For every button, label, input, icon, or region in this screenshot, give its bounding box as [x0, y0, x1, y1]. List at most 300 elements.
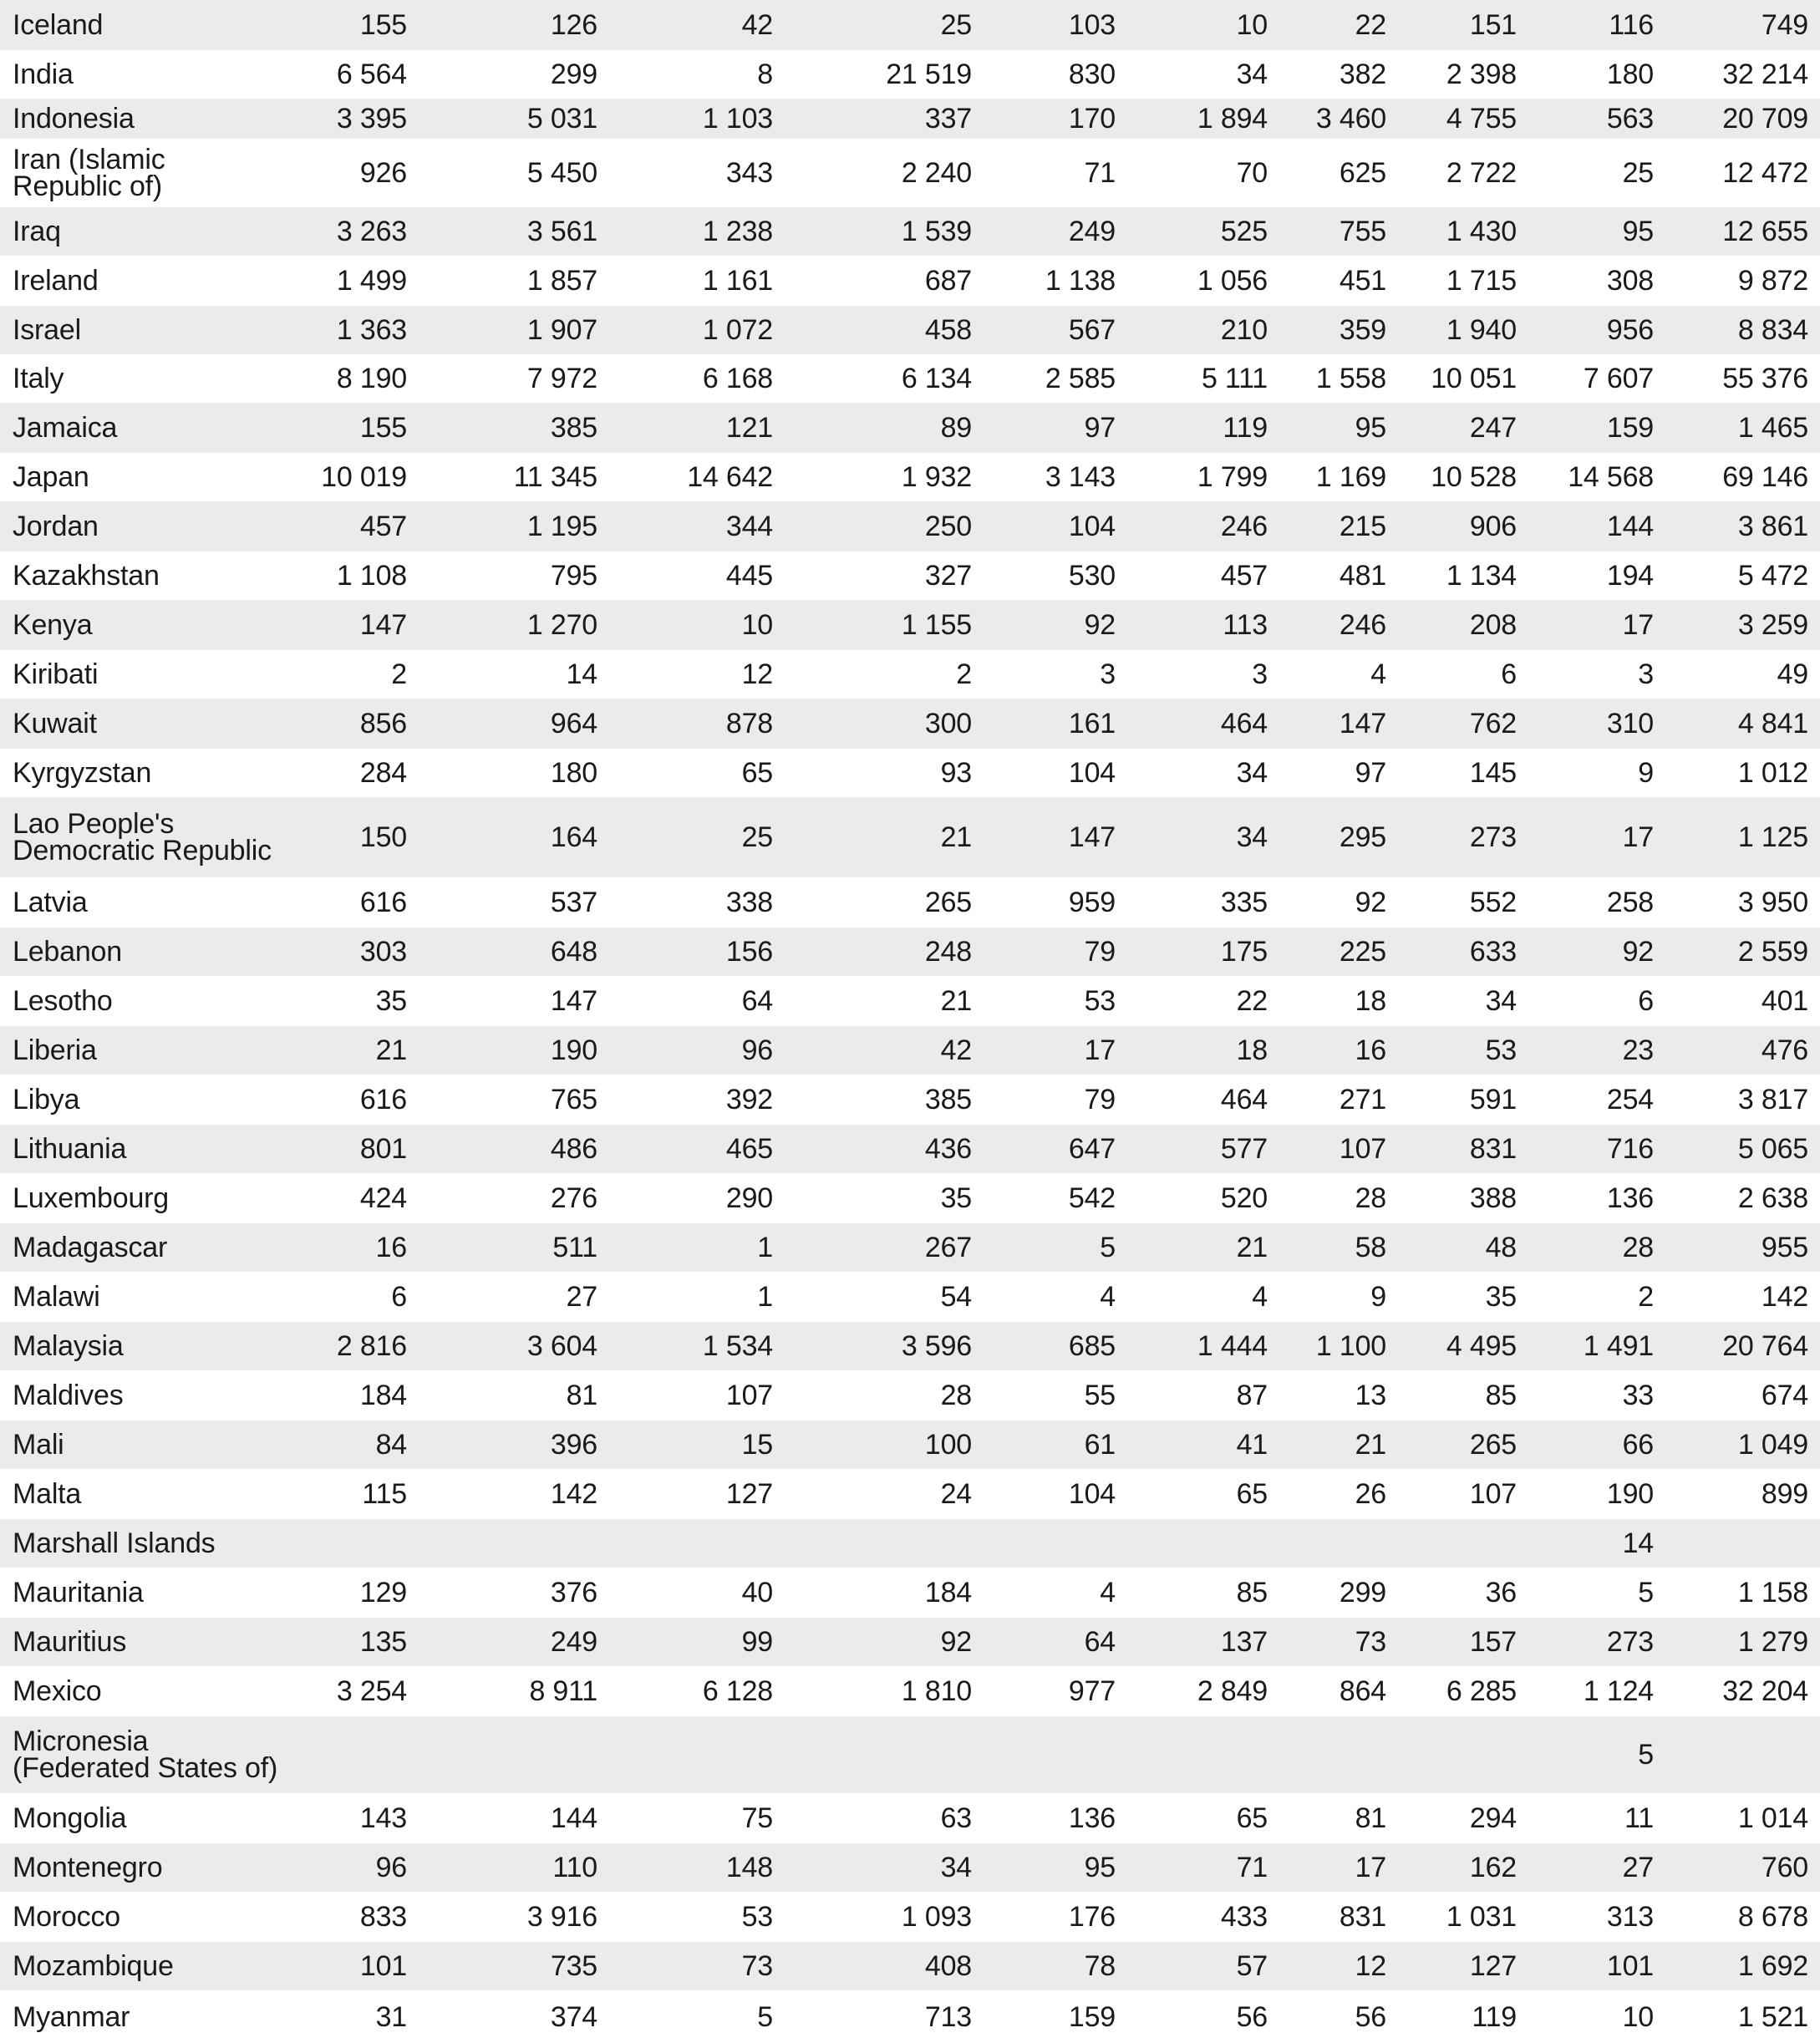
- value-cell: 1 857: [526, 265, 597, 297]
- value-cell: 3 596: [901, 1330, 972, 1362]
- value-cell: 760: [1761, 1852, 1808, 1883]
- country-name: Lebanon: [13, 936, 122, 968]
- value-cell: 119: [1223, 412, 1268, 444]
- value-cell: 520: [1220, 1182, 1268, 1214]
- value-cell: 16: [375, 1232, 407, 1263]
- value-cell: 92: [940, 1626, 972, 1658]
- table-row: [0, 1618, 1820, 1666]
- table-row: [0, 354, 1820, 403]
- value-cell: 6 285: [1446, 1675, 1517, 1707]
- value-cell: 84: [375, 1429, 407, 1461]
- value-cell: 22: [1355, 9, 1386, 41]
- value-cell: 12 472: [1722, 157, 1808, 189]
- value-cell: 552: [1469, 887, 1517, 918]
- value-cell: 190: [550, 1034, 597, 1066]
- value-cell: 66: [1622, 1429, 1654, 1461]
- value-cell: 3 817: [1737, 1084, 1808, 1116]
- value-cell: 20 764: [1722, 1330, 1808, 1362]
- value-cell: 10 051: [1431, 363, 1517, 394]
- value-cell: 273: [1606, 1626, 1654, 1658]
- value-cell: 2 585: [1045, 363, 1116, 394]
- value-cell: 16: [1355, 1034, 1386, 1066]
- value-cell: 31: [375, 2000, 407, 2033]
- value-cell: 5 111: [1201, 363, 1268, 394]
- value-cell: 616: [359, 887, 407, 918]
- value-cell: 338: [725, 887, 773, 918]
- country-name: Mozambique: [13, 1950, 174, 1982]
- value-cell: 34: [1236, 757, 1268, 789]
- table-row: [0, 650, 1820, 699]
- table-row: [0, 1370, 1820, 1420]
- country-name: Lao People's Democratic Republic: [13, 808, 272, 866]
- value-cell: 143: [359, 1802, 407, 1834]
- value-cell: 537: [550, 887, 597, 918]
- value-cell: 71: [1236, 1852, 1268, 1883]
- value-cell: 374: [550, 2000, 597, 2033]
- value-cell: 299: [550, 58, 597, 90]
- country-name: Malaysia: [13, 1330, 124, 1362]
- table-row: [0, 1125, 1820, 1173]
- value-cell: 382: [1339, 58, 1386, 90]
- value-cell: 248: [924, 936, 972, 968]
- value-cell: 457: [359, 511, 407, 542]
- value-cell: 959: [1068, 887, 1116, 918]
- value-cell: 95: [1355, 412, 1386, 444]
- value-cell: 49: [1777, 658, 1808, 690]
- value-cell: 6: [1638, 985, 1654, 1017]
- value-cell: 4: [1100, 1281, 1116, 1313]
- value-cell: 147: [359, 609, 407, 641]
- value-cell: 735: [550, 1950, 597, 1982]
- value-cell: 54: [940, 1281, 972, 1313]
- table-row: [0, 1942, 1820, 1990]
- value-cell: 408: [924, 1950, 972, 1982]
- value-cell: 8 678: [1737, 1901, 1808, 1933]
- value-cell: 3 460: [1315, 103, 1386, 135]
- value-cell: 2: [1638, 1281, 1654, 1313]
- value-cell: 577: [1220, 1133, 1268, 1165]
- value-cell: 194: [1606, 560, 1654, 592]
- value-cell: 53: [1084, 985, 1116, 1017]
- value-cell: 1 444: [1197, 1330, 1268, 1362]
- value-cell: 18: [1236, 1034, 1268, 1066]
- table-row: [0, 1519, 1820, 1568]
- value-cell: 4: [1370, 658, 1386, 690]
- value-cell: 1 100: [1315, 1330, 1386, 1362]
- value-cell: 34: [1236, 821, 1268, 853]
- value-cell: 458: [924, 314, 972, 346]
- value-cell: 308: [1606, 265, 1654, 297]
- value-cell: 104: [1068, 511, 1116, 542]
- value-cell: 24: [940, 1478, 972, 1510]
- value-cell: 831: [1339, 1901, 1386, 1933]
- value-cell: 5: [757, 2000, 773, 2033]
- value-cell: 3 259: [1737, 609, 1808, 641]
- value-cell: 6: [1501, 658, 1517, 690]
- value-cell: 247: [1469, 412, 1517, 444]
- value-cell: 755: [1339, 216, 1386, 247]
- value-cell: 249: [550, 1626, 597, 1658]
- value-cell: 13: [1355, 1380, 1386, 1411]
- value-cell: 964: [550, 708, 597, 739]
- value-cell: 33: [1622, 1380, 1654, 1411]
- value-cell: 36: [1485, 1577, 1517, 1608]
- value-cell: 906: [1469, 511, 1517, 542]
- value-cell: 28: [1355, 1182, 1386, 1214]
- value-cell: 21: [375, 1034, 407, 1066]
- value-cell: 110: [552, 1852, 597, 1883]
- value-cell: 22: [1236, 985, 1268, 1017]
- country-name: Mauritius: [13, 1626, 127, 1658]
- value-cell: 97: [1084, 412, 1116, 444]
- table-row: [0, 139, 1820, 207]
- value-cell: 2 816: [336, 1330, 407, 1362]
- value-cell: 175: [1220, 936, 1268, 968]
- value-cell: 96: [375, 1852, 407, 1883]
- value-cell: 35: [940, 1182, 972, 1214]
- value-cell: 616: [359, 1084, 407, 1116]
- table-row: [0, 749, 1820, 797]
- value-cell: 1 056: [1197, 265, 1268, 297]
- table-row: [0, 699, 1820, 749]
- value-cell: 3 561: [526, 216, 597, 247]
- value-cell: 249: [1068, 216, 1116, 247]
- value-cell: 9: [1370, 1281, 1386, 1313]
- table-row: [0, 1568, 1820, 1618]
- value-cell: 116: [1609, 9, 1654, 41]
- table-row: [0, 551, 1820, 600]
- country-name: Kuwait: [13, 708, 97, 739]
- value-cell: 95: [1622, 216, 1654, 247]
- value-cell: 147: [1339, 708, 1386, 739]
- country-name: Jordan: [13, 511, 99, 542]
- value-cell: 955: [1761, 1232, 1808, 1263]
- value-cell: 265: [1469, 1429, 1517, 1461]
- value-cell: 3 254: [336, 1675, 407, 1707]
- value-cell: 101: [359, 1950, 407, 1982]
- value-cell: 1 012: [1737, 757, 1808, 789]
- value-cell: 833: [359, 1901, 407, 1933]
- table-row: [0, 600, 1820, 650]
- table-row: [0, 453, 1820, 501]
- value-cell: 385: [924, 1084, 972, 1116]
- value-cell: 12: [741, 658, 773, 690]
- table-row: [0, 1716, 1820, 1793]
- value-cell: 176: [1068, 1901, 1116, 1933]
- country-name: Iceland: [13, 9, 104, 41]
- value-cell: 294: [1469, 1802, 1517, 1834]
- value-cell: 687: [924, 265, 972, 297]
- country-name: Latvia: [13, 887, 88, 918]
- value-cell: 542: [1068, 1182, 1116, 1214]
- value-cell: 5 065: [1737, 1133, 1808, 1165]
- value-cell: 35: [375, 985, 407, 1017]
- value-cell: 273: [1469, 821, 1517, 853]
- value-cell: 126: [550, 9, 597, 41]
- value-cell: 831: [1469, 1133, 1517, 1165]
- value-cell: 162: [1469, 1852, 1517, 1883]
- value-cell: 96: [741, 1034, 773, 1066]
- value-cell: 4: [1252, 1281, 1268, 1313]
- value-cell: 648: [550, 936, 597, 968]
- value-cell: 303: [359, 936, 407, 968]
- value-cell: 1 031: [1446, 1901, 1517, 1933]
- value-cell: 63: [940, 1802, 972, 1834]
- value-cell: 1 270: [526, 609, 597, 641]
- value-cell: 300: [924, 708, 972, 739]
- value-cell: 313: [1606, 1901, 1654, 1933]
- value-cell: 42: [940, 1034, 972, 1066]
- value-cell: 3 263: [336, 216, 407, 247]
- value-cell: 290: [725, 1182, 773, 1214]
- table-row: [0, 403, 1820, 453]
- value-cell: 57: [1236, 1950, 1268, 1982]
- value-cell: 801: [359, 1133, 407, 1165]
- value-cell: 85: [1236, 1577, 1268, 1608]
- value-cell: 1 169: [1315, 461, 1386, 493]
- value-cell: 121: [725, 412, 773, 444]
- value-cell: 9 872: [1737, 265, 1808, 297]
- value-cell: 92: [1355, 887, 1386, 918]
- value-cell: 21: [940, 821, 972, 853]
- value-cell: 2 849: [1197, 1675, 1268, 1707]
- value-cell: 151: [1469, 9, 1517, 41]
- value-cell: 464: [1220, 1084, 1268, 1116]
- value-cell: 10: [741, 609, 773, 641]
- value-cell: 864: [1339, 1675, 1386, 1707]
- value-cell: 3: [1252, 658, 1268, 690]
- value-cell: 147: [550, 985, 597, 1017]
- value-cell: 1 124: [1583, 1675, 1654, 1707]
- value-cell: 625: [1339, 157, 1386, 189]
- country-name: Iran (Islamic Republic of): [13, 144, 165, 202]
- country-name: Mauritania: [13, 1577, 144, 1608]
- table-row: [0, 1793, 1820, 1843]
- country-name: Liberia: [13, 1034, 97, 1066]
- value-cell: 1 014: [1737, 1802, 1808, 1834]
- value-cell: 1 072: [702, 314, 773, 346]
- value-cell: 95: [1084, 1852, 1116, 1883]
- value-cell: 436: [924, 1133, 972, 1165]
- value-cell: 267: [924, 1232, 972, 1263]
- value-cell: 113: [1223, 609, 1268, 641]
- country-name: Marshall Islands: [13, 1527, 216, 1559]
- value-cell: 136: [1068, 1802, 1116, 1834]
- value-cell: 1 093: [901, 1901, 972, 1933]
- value-cell: 100: [924, 1429, 972, 1461]
- value-cell: 567: [1068, 314, 1116, 346]
- value-cell: 674: [1761, 1380, 1808, 1411]
- value-cell: 327: [924, 560, 972, 592]
- value-cell: 61: [1084, 1429, 1116, 1461]
- value-cell: 27: [566, 1281, 597, 1313]
- value-cell: 14 568: [1568, 461, 1654, 493]
- value-cell: 1 558: [1315, 363, 1386, 394]
- country-name: Micronesia (Federated States of): [13, 1725, 278, 1784]
- value-cell: 101: [1606, 1950, 1654, 1982]
- value-cell: 65: [741, 757, 773, 789]
- value-cell: 1 195: [526, 511, 597, 542]
- value-cell: 21: [940, 985, 972, 1017]
- value-cell: 6 168: [702, 363, 773, 394]
- value-cell: 424: [359, 1182, 407, 1214]
- value-cell: 136: [1606, 1182, 1654, 1214]
- country-name: Kazakhstan: [13, 560, 160, 592]
- value-cell: 1 049: [1737, 1429, 1808, 1461]
- value-cell: 78: [1084, 1950, 1116, 1982]
- country-name: India: [13, 58, 74, 90]
- value-cell: 93: [940, 757, 972, 789]
- value-cell: 11: [1624, 1802, 1654, 1834]
- value-cell: 104: [1068, 1478, 1116, 1510]
- value-cell: 17: [1622, 609, 1654, 641]
- value-cell: 344: [725, 511, 773, 542]
- value-cell: 1 715: [1446, 265, 1517, 297]
- value-cell: 89: [940, 412, 972, 444]
- value-cell: 34: [1236, 58, 1268, 90]
- value-cell: 58: [1355, 1232, 1386, 1263]
- value-cell: 359: [1339, 314, 1386, 346]
- value-cell: 6: [391, 1281, 407, 1313]
- value-cell: 64: [1084, 1626, 1116, 1658]
- value-cell: 103: [1068, 9, 1116, 41]
- country-name: Libya: [13, 1084, 80, 1116]
- value-cell: 7 607: [1583, 363, 1654, 394]
- value-cell: 1 539: [901, 216, 972, 247]
- value-cell: 299: [1339, 1577, 1386, 1608]
- value-cell: 3: [1638, 658, 1654, 690]
- value-cell: 127: [1469, 1950, 1517, 1982]
- value-cell: 2 398: [1446, 58, 1517, 90]
- value-cell: 1 932: [901, 461, 972, 493]
- country-name: Italy: [13, 363, 64, 394]
- value-cell: 42: [741, 9, 773, 41]
- value-cell: 1: [757, 1281, 773, 1313]
- value-cell: 48: [1485, 1232, 1517, 1263]
- value-cell: 17: [1355, 1852, 1386, 1883]
- value-cell: 159: [1606, 412, 1654, 444]
- value-cell: 73: [741, 1950, 773, 1982]
- table-row: [0, 877, 1820, 927]
- country-name: Madagascar: [13, 1232, 168, 1263]
- value-cell: 164: [550, 821, 597, 853]
- value-cell: 295: [1339, 821, 1386, 853]
- country-name: Maldives: [13, 1380, 124, 1411]
- value-cell: 180: [550, 757, 597, 789]
- value-cell: 18: [1355, 985, 1386, 1017]
- value-cell: 3 604: [526, 1330, 597, 1362]
- value-cell: 1 238: [702, 216, 773, 247]
- table-row: [0, 1420, 1820, 1469]
- value-cell: 856: [359, 708, 407, 739]
- value-cell: 145: [1469, 757, 1517, 789]
- value-cell: 40: [741, 1577, 773, 1608]
- value-cell: 445: [725, 560, 773, 592]
- value-cell: 2 240: [901, 157, 972, 189]
- value-cell: 53: [741, 1901, 773, 1933]
- value-cell: 69 146: [1722, 461, 1808, 493]
- value-cell: 1 108: [336, 560, 407, 592]
- value-cell: 762: [1469, 708, 1517, 739]
- value-cell: 92: [1622, 936, 1654, 968]
- value-cell: 1 907: [526, 314, 597, 346]
- value-cell: 21: [1236, 1232, 1268, 1263]
- table-row: [0, 927, 1820, 976]
- value-cell: 14: [566, 658, 597, 690]
- table-row: [0, 1173, 1820, 1223]
- value-cell: 392: [725, 1084, 773, 1116]
- value-cell: 8 834: [1737, 314, 1808, 346]
- value-cell: 310: [1606, 708, 1654, 739]
- value-cell: 713: [924, 2000, 972, 2033]
- value-cell: 7 972: [526, 363, 597, 394]
- value-cell: 1 158: [1737, 1577, 1808, 1608]
- value-cell: 5: [1638, 1577, 1654, 1608]
- value-cell: 144: [550, 1802, 597, 1834]
- value-cell: 137: [1220, 1626, 1268, 1658]
- value-cell: 225: [1339, 936, 1386, 968]
- table-row: [0, 50, 1820, 99]
- table-row: [0, 1990, 1820, 2043]
- value-cell: 26: [1355, 1478, 1386, 1510]
- value-cell: 1 138: [1045, 265, 1116, 297]
- value-cell: 32 204: [1722, 1675, 1808, 1707]
- value-cell: 8 911: [529, 1675, 597, 1707]
- value-cell: 64: [741, 985, 773, 1017]
- value-cell: 376: [550, 1577, 597, 1608]
- value-cell: 14 642: [687, 461, 773, 493]
- value-cell: 8 190: [336, 363, 407, 394]
- value-cell: 17: [1084, 1034, 1116, 1066]
- country-name: Mexico: [13, 1675, 102, 1707]
- country-name: Japan: [13, 461, 89, 493]
- value-cell: 1 430: [1446, 216, 1517, 247]
- value-cell: 27: [1622, 1852, 1654, 1883]
- country-name: Malawi: [13, 1281, 100, 1313]
- value-cell: 1 534: [702, 1330, 773, 1362]
- value-cell: 3 395: [336, 103, 407, 135]
- table-row: [0, 797, 1820, 877]
- value-cell: 150: [359, 821, 407, 853]
- value-cell: 1 363: [336, 314, 407, 346]
- value-cell: 749: [1761, 9, 1808, 41]
- table-row: [0, 0, 1820, 50]
- value-cell: 511: [552, 1232, 597, 1263]
- value-cell: 926: [359, 157, 407, 189]
- value-cell: 465: [725, 1133, 773, 1165]
- value-cell: 12: [1355, 1950, 1386, 1982]
- value-cell: 1 155: [901, 609, 972, 641]
- table-row: [0, 976, 1820, 1026]
- value-cell: 11 345: [513, 461, 597, 493]
- value-cell: 388: [1469, 1182, 1517, 1214]
- value-cell: 73: [1355, 1626, 1386, 1658]
- value-cell: 25: [1622, 157, 1654, 189]
- value-cell: 271: [1339, 1084, 1386, 1116]
- value-cell: 6 134: [901, 363, 972, 394]
- country-name: Malta: [13, 1478, 82, 1510]
- table-row: [0, 501, 1820, 551]
- value-cell: 79: [1084, 1084, 1116, 1116]
- value-cell: 956: [1606, 314, 1654, 346]
- value-cell: 148: [725, 1852, 773, 1883]
- value-cell: 56: [1355, 2000, 1386, 2033]
- country-name: Ireland: [13, 265, 99, 297]
- value-cell: 5 450: [526, 157, 597, 189]
- value-cell: 246: [1220, 511, 1268, 542]
- value-cell: 1 810: [901, 1675, 972, 1707]
- country-name: Kyrgyzstan: [13, 757, 152, 789]
